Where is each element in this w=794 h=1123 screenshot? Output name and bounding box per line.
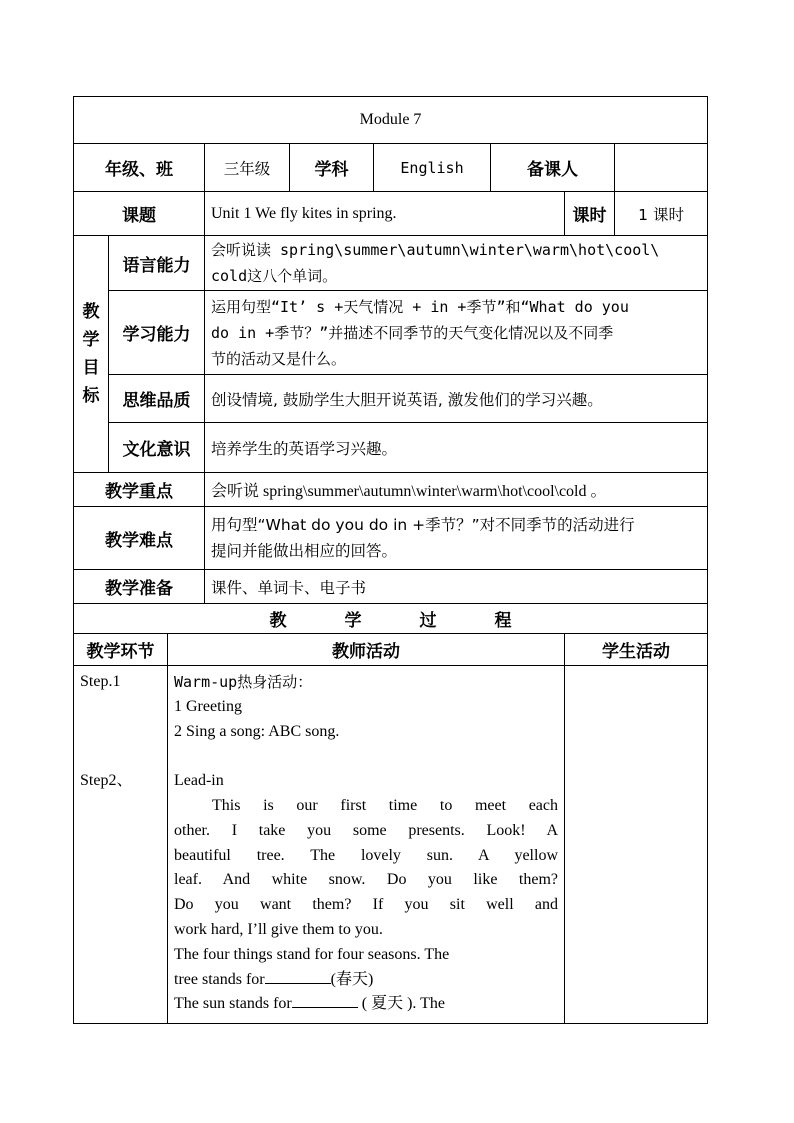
key-points-value: 会听说 spring\summer\autumn\winter\warm\hot\cool\cold 。 — [205, 473, 708, 507]
sun-blank — [292, 993, 358, 1008]
process-title: 教 学 过 程 — [74, 604, 708, 634]
para-line-6: work hard, I’ll give them to you. — [174, 920, 383, 938]
topic-value: Unit 1 We fly kites in spring. — [205, 192, 565, 236]
objective-label-learning: 学习能力 — [109, 291, 205, 375]
student-activity-cell — [565, 666, 708, 1024]
objective-label-culture: 文化意识 — [109, 423, 205, 473]
tree-line: tree stands for (春天) — [174, 970, 374, 988]
song-line: 2 Sing a song: ABC song. — [174, 722, 340, 740]
subject-value: English — [374, 144, 491, 192]
sun-line: The sun stands for ( 夏天 ). The — [174, 995, 446, 1013]
grade-value: 三年级 — [205, 144, 290, 192]
objective-text-learning: 运用句型“It’ s +天气情况 + in +季节”和“What do you do in +季节？”并描述不同季节的天气变化情况以及不同季 节的活动又是什么。 — [205, 291, 708, 375]
difficulties-value: 用句型“What do you do in +季节？”对不同季节的活动进行 提问并能做出相应的回答。 — [205, 507, 708, 570]
hours-label: 课时 — [565, 192, 615, 236]
teacher-activity-cell — [168, 666, 565, 1024]
preparer-value — [615, 144, 708, 192]
grade-label: 年级、班 — [74, 144, 205, 192]
col-teacher-header: 教师活动 — [168, 634, 565, 666]
preparation-value: 课件、单词卡、电子书 — [205, 570, 708, 604]
preparation-label: 教学准备 — [74, 570, 205, 604]
greeting-line: 1 Greeting — [174, 697, 242, 715]
subject-label: 学科 — [290, 144, 374, 192]
preparer-label: 备课人 — [491, 144, 615, 192]
objective-text-language: 会听说读 spring\summer\autumn\winter\warm\hot\cool\ cold这八个单词。 — [205, 236, 708, 291]
objectives-group-label: 教 学 目 标 — [74, 236, 109, 473]
lesson-plan-page — [73, 96, 707, 1024]
para-line-1: This is our first time to meet each — [212, 796, 558, 814]
lesson-plan-table — [73, 96, 708, 1024]
warmup-heading: Warm-up热身活动： — [174, 673, 313, 691]
key-points-label: 教学重点 — [74, 473, 205, 507]
step-cell — [74, 666, 168, 1024]
col-student-header: 学生活动 — [565, 634, 708, 666]
para-line-2: other. I take you some presents. Look! A — [174, 821, 558, 839]
objective-label-thinking: 思维品质 — [109, 375, 205, 423]
module-title: Module 7 — [74, 97, 708, 144]
col-step-header: 教学环节 — [74, 634, 168, 666]
objective-text-culture: 培养学生的英语学习兴趣。 — [205, 423, 708, 473]
para-line-4: leaf. And white snow. Do you like them? — [174, 871, 558, 889]
tree-blank — [265, 969, 331, 984]
four-things-line: The four things stand for four seasons. The — [174, 945, 450, 963]
objective-text-thinking: 创设情境, 鼓励学生大胆开说英语, 激发他们的学习兴趣。 — [205, 375, 708, 423]
para-line-5: Do you want them? If you sit well and — [174, 896, 558, 914]
difficulties-label: 教学难点 — [74, 507, 205, 570]
leadin-heading: Lead-in — [174, 772, 224, 790]
step-1-label: Step.1 — [80, 673, 121, 690]
para-line-3: beautiful tree. The lovely sun. A yellow — [174, 846, 558, 864]
topic-label: 课题 — [74, 192, 205, 236]
step-2-label: Step2、 — [80, 772, 133, 790]
objective-label-language: 语言能力 — [109, 236, 205, 291]
hours-value: 1 课时 — [615, 192, 708, 236]
